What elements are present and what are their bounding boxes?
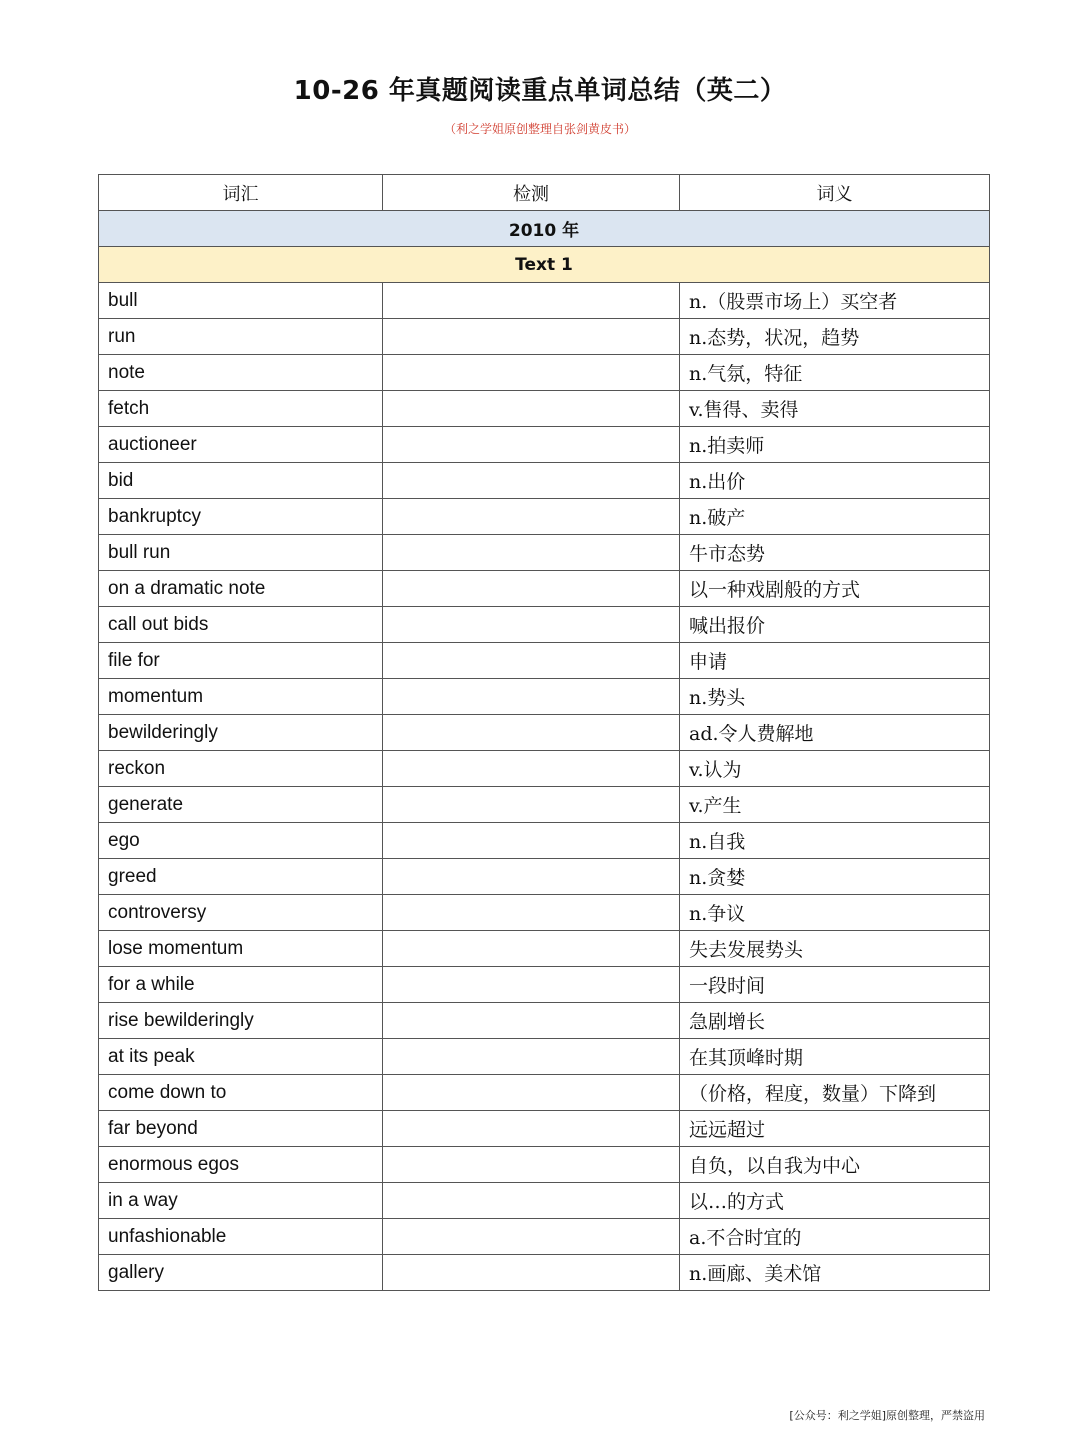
table-row [99, 787, 990, 823]
year-label: 2010 年 [99, 211, 990, 247]
check-cell[interactable] [383, 967, 680, 1003]
check-cell[interactable] [383, 571, 680, 607]
term-cell: gallery [99, 1255, 383, 1291]
term-cell: run [99, 319, 383, 355]
check-cell[interactable] [383, 427, 680, 463]
meaning-cell: 远远超过 [680, 1111, 990, 1147]
table-row [99, 1147, 990, 1183]
check-cell[interactable] [383, 355, 680, 391]
term-cell: momentum [99, 679, 383, 715]
meaning-cell: 牛市态势 [680, 535, 990, 571]
table-row [99, 895, 990, 931]
check-cell[interactable] [383, 1219, 680, 1255]
check-cell[interactable] [383, 391, 680, 427]
table-header-row [99, 175, 990, 211]
term-cell: auctioneer [99, 427, 383, 463]
table-row [99, 679, 990, 715]
text-section-label: Text 1 [99, 247, 990, 283]
table-row [99, 463, 990, 499]
term-cell: generate [99, 787, 383, 823]
meaning-cell: 自负，以自我为中心 [680, 1147, 990, 1183]
meaning-cell: n.拍卖师 [680, 427, 990, 463]
term-cell: in a way [99, 1183, 383, 1219]
check-cell[interactable] [383, 751, 680, 787]
check-cell[interactable] [383, 1183, 680, 1219]
meaning-cell: （价格，程度，数量）下降到 [680, 1075, 990, 1111]
term-cell: note [99, 355, 383, 391]
check-cell[interactable] [383, 1147, 680, 1183]
term-cell: enormous egos [99, 1147, 383, 1183]
footer-note: [公众号：利之学姐]原创整理，严禁盗用 [789, 1409, 985, 1422]
page-subtitle: （利之学姐原创整理自张剑黄皮书） [443, 122, 636, 136]
table-row [99, 355, 990, 391]
check-cell[interactable] [383, 1255, 680, 1291]
check-cell[interactable] [383, 1075, 680, 1111]
meaning-cell: ad.令人费解地 [680, 715, 990, 751]
meaning-cell: 一段时间 [680, 967, 990, 1003]
table-row [99, 823, 990, 859]
meaning-cell: n.出价 [680, 463, 990, 499]
header-check: 检测 [383, 175, 680, 211]
meaning-cell: v.售得、卖得 [680, 391, 990, 427]
table-row [99, 1219, 990, 1255]
header-term: 词汇 [99, 175, 383, 211]
meaning-cell: 喊出报价 [680, 607, 990, 643]
table-row [99, 1111, 990, 1147]
check-cell[interactable] [383, 607, 680, 643]
check-cell[interactable] [383, 1111, 680, 1147]
meaning-cell: n.破产 [680, 499, 990, 535]
term-cell: bull [99, 283, 383, 319]
check-cell[interactable] [383, 1003, 680, 1039]
text-section-row [99, 247, 990, 283]
meaning-cell: n.争议 [680, 895, 990, 931]
table-row [99, 535, 990, 571]
term-cell: controversy [99, 895, 383, 931]
header-meaning: 词义 [680, 175, 990, 211]
check-cell[interactable] [383, 859, 680, 895]
term-cell: bid [99, 463, 383, 499]
table-row [99, 1039, 990, 1075]
table-row [99, 751, 990, 787]
meaning-cell: v.认为 [680, 751, 990, 787]
table-row [99, 931, 990, 967]
check-cell[interactable] [383, 823, 680, 859]
term-cell: ego [99, 823, 383, 859]
term-cell: at its peak [99, 1039, 383, 1075]
meaning-cell: 失去发展势头 [680, 931, 990, 967]
term-cell: greed [99, 859, 383, 895]
table-row [99, 643, 990, 679]
meaning-cell: 以…的方式 [680, 1183, 990, 1219]
table-row [99, 499, 990, 535]
table-row [99, 1255, 990, 1291]
meaning-cell: 申请 [680, 643, 990, 679]
check-cell[interactable] [383, 319, 680, 355]
term-cell: for a while [99, 967, 383, 1003]
page-title: 10-26 年真题阅读重点单词总结（英二） [293, 76, 787, 106]
meaning-cell: n.贪婪 [680, 859, 990, 895]
table-row [99, 1183, 990, 1219]
check-cell[interactable] [383, 679, 680, 715]
meaning-cell: n.气氛，特征 [680, 355, 990, 391]
meaning-cell: n.（股票市场上）买空者 [680, 283, 990, 319]
check-cell[interactable] [383, 931, 680, 967]
check-cell[interactable] [383, 463, 680, 499]
meaning-cell: 以一种戏剧般的方式 [680, 571, 990, 607]
check-cell[interactable] [383, 499, 680, 535]
check-cell[interactable] [383, 535, 680, 571]
meaning-cell: n.自我 [680, 823, 990, 859]
term-cell: call out bids [99, 607, 383, 643]
meaning-cell: v.产生 [680, 787, 990, 823]
meaning-cell: 急剧增长 [680, 1003, 990, 1039]
table-row [99, 283, 990, 319]
meaning-cell: n.画廊、美术馆 [680, 1255, 990, 1291]
table-row [99, 859, 990, 895]
term-cell: bewilderingly [99, 715, 383, 751]
table-row [99, 427, 990, 463]
table-row [99, 391, 990, 427]
table-row [99, 967, 990, 1003]
check-cell[interactable] [383, 283, 680, 319]
term-cell: far beyond [99, 1111, 383, 1147]
term-cell: unfashionable [99, 1219, 383, 1255]
term-cell: reckon [99, 751, 383, 787]
table-row [99, 607, 990, 643]
meaning-cell: n.势头 [680, 679, 990, 715]
term-cell: come down to [99, 1075, 383, 1111]
term-cell: rise bewilderingly [99, 1003, 383, 1039]
table-row [99, 1075, 990, 1111]
meaning-cell: 在其顶峰时期 [680, 1039, 990, 1075]
table-row [99, 571, 990, 607]
year-row [99, 211, 990, 247]
table-row [99, 319, 990, 355]
term-cell: file for [99, 643, 383, 679]
check-cell[interactable] [383, 1039, 680, 1075]
check-cell[interactable] [383, 895, 680, 931]
check-cell[interactable] [383, 643, 680, 679]
term-cell: on a dramatic note [99, 571, 383, 607]
meaning-cell: n.态势，状况，趋势 [680, 319, 990, 355]
meaning-cell: a.不合时宜的 [680, 1219, 990, 1255]
check-cell[interactable] [383, 787, 680, 823]
table-row [99, 1003, 990, 1039]
vocab-table [98, 174, 990, 1291]
term-cell: bankruptcy [99, 499, 383, 535]
check-cell[interactable] [383, 715, 680, 751]
term-cell: lose momentum [99, 931, 383, 967]
term-cell: bull run [99, 535, 383, 571]
table-row [99, 715, 990, 751]
term-cell: fetch [99, 391, 383, 427]
